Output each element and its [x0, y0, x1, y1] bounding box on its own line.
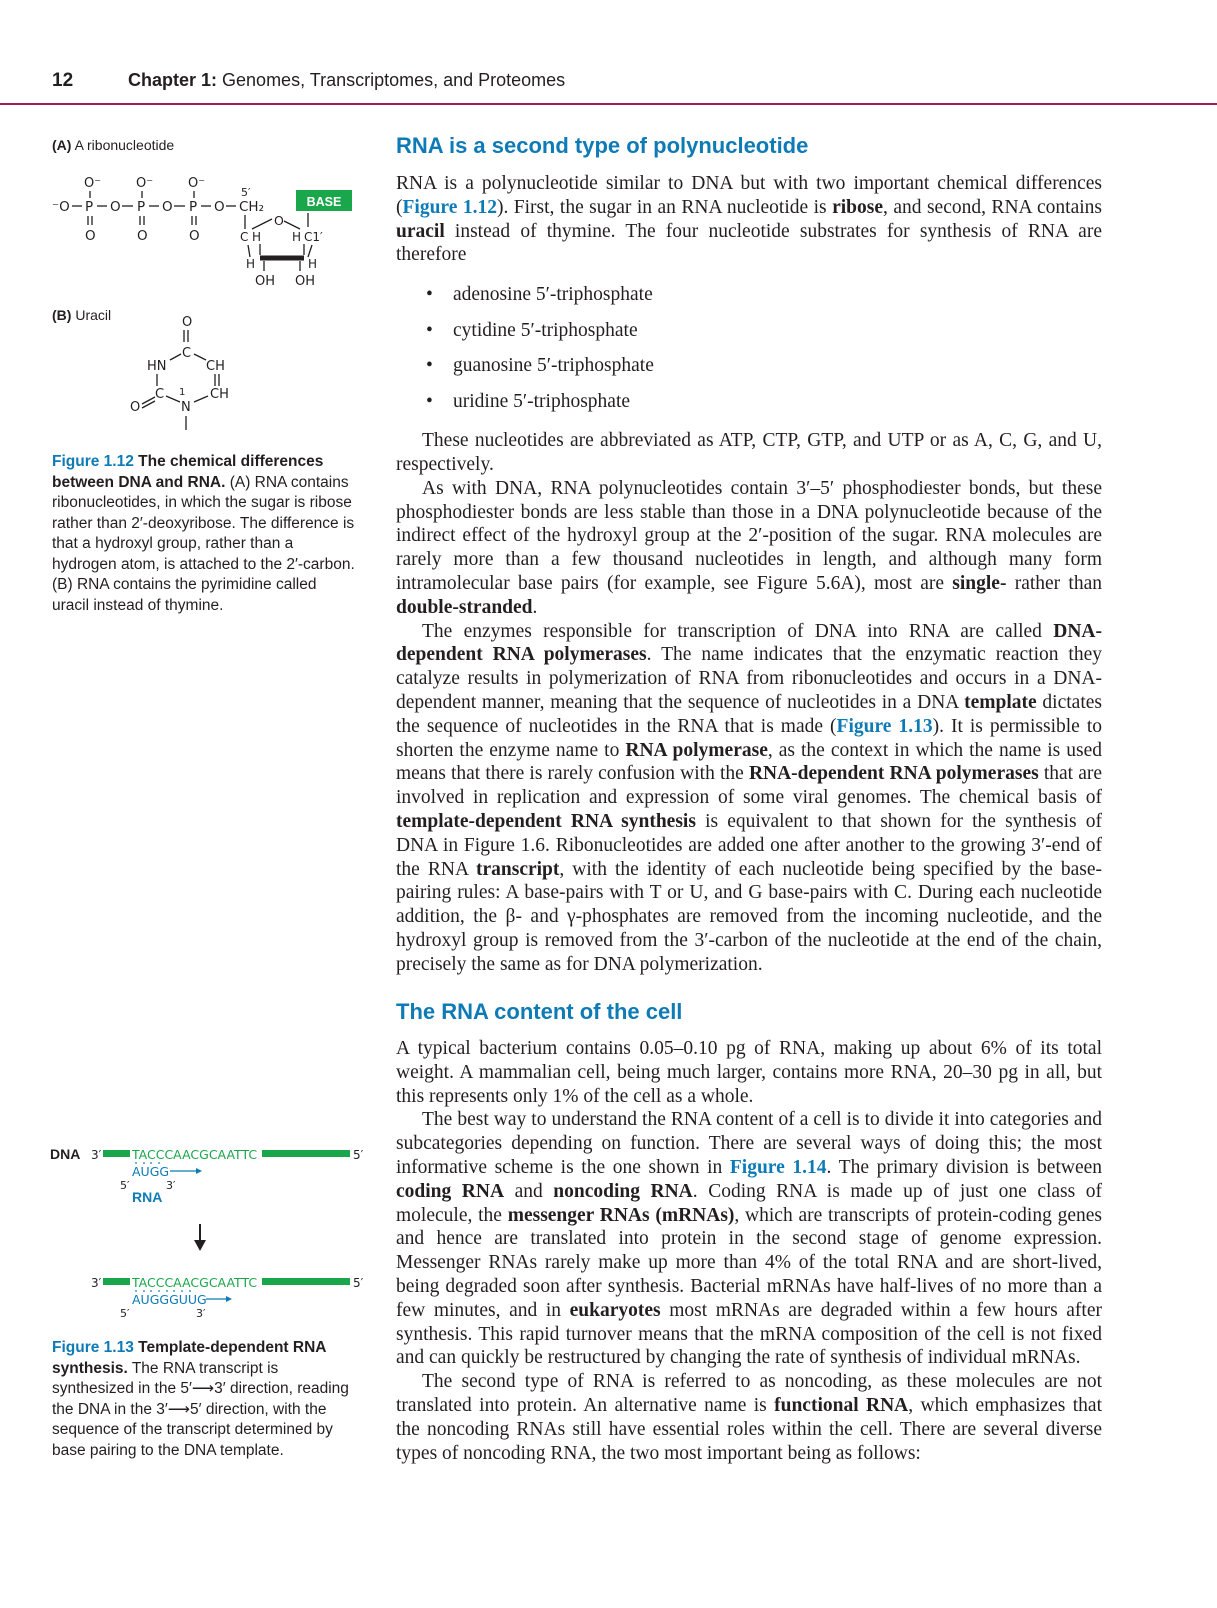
- section-rna-polynucleotide-body: [396, 172, 1102, 977]
- chapter-title: [128, 70, 565, 91]
- key-term: template-dependent RNA synthesis: [396, 810, 696, 832]
- uracil-c-top: C: [182, 346, 192, 361]
- top-rna-3prime: 3′: [166, 1179, 176, 1192]
- key-term: ribose: [832, 196, 883, 218]
- nucleotide-list: [396, 277, 1102, 419]
- top-dna-sequence: TACCCAACGCAATTC: [132, 1147, 258, 1162]
- ring-h-low-right: H: [308, 257, 318, 271]
- key-term: functional RNA: [774, 1394, 909, 1416]
- key-term: uracil: [396, 220, 445, 242]
- key-term: DNA-dependent RNA polymerases: [396, 620, 1102, 666]
- figure-1-12-text: (A) RNA contains ribonucleotides, in which the sugar is ribose rather than 2′-deoxyribose. The difference is that a hydroxyl group, rather than a hydrogen atom, is attached to the 2′-carbon. (B) RNA contains the pyrimidine called uracil instead of thymine.: [52, 473, 355, 614]
- figure-1-13-text-b: 3′ direction, reading the DNA in the 3′: [52, 1380, 349, 1418]
- uracil-one: 1: [179, 387, 186, 398]
- oh-left: OH: [255, 274, 276, 289]
- base-label: BASE: [306, 195, 342, 209]
- ring-h-left: H: [252, 230, 262, 244]
- paragraph: A typical bacterium contains 0.05–0.10 pg of RNA, making up about 6% of its total weight. A mammalian cell, being much larger, contains more RNA, 20–30 pg in all, but this represents only 1% of the cell as a whole.: [396, 1038, 1102, 1107]
- right-arrow-icon: ⟶: [191, 1380, 215, 1397]
- section-heading-rna-polynucleotide: RNA is a second type of polynucleotide: [396, 133, 809, 158]
- bottom-dna-3prime: 3′: [91, 1276, 102, 1290]
- charge-o2: O⁻: [136, 176, 154, 191]
- paragraph: As with DNA, RNA polynucleotides contain 3′–5′ phosphodiester bonds, but these phosphodiester bonds are less stable than those in a DNA polynucleotide because of the indirect effect of the hydroxyl group at the 2′-position of the sugar. RNA molecules are rarely more than a few thousand nucleotides in length, and although many form intramolecular base pairs (for example, see Figure 5.6A), most are single- rather than double-stranded.: [396, 477, 1102, 618]
- key-term: double-stranded: [396, 596, 533, 618]
- figure-1-12-number: Figure 1.12: [52, 453, 134, 470]
- oh-right: OH: [295, 274, 316, 289]
- uracil-hn: HN: [147, 359, 167, 374]
- top-dna-strand-left: [103, 1150, 130, 1157]
- key-term: RNA polymerase: [625, 739, 768, 761]
- key-term: template: [964, 691, 1037, 713]
- figure-1-13-text-a: The RNA transcript is synthesized in the 5′: [52, 1359, 279, 1397]
- down-arrow-icon: [194, 1240, 206, 1251]
- paragraph: These nucleotides are abbreviated as ATP, CTP, GTP, and UTP or as A, C, G, and U, respectively.: [396, 430, 1102, 475]
- ring-h-c1: H: [292, 230, 302, 244]
- chain-p3: P: [189, 199, 198, 215]
- chain-p1: P: [85, 199, 94, 215]
- list-item: • guanosine 5′-triphosphate: [396, 348, 1102, 384]
- chain-p2: P: [137, 199, 146, 215]
- rna-label: RNA: [132, 1189, 163, 1205]
- bottom-rna-3prime: 3′: [196, 1307, 206, 1320]
- top-dna-3prime: 3′: [91, 1148, 102, 1162]
- key-term: messenger RNAs (mRNAs): [507, 1204, 735, 1226]
- panel-b-label: (B) Uracil: [52, 307, 112, 323]
- paragraph: RNA is a polynucleotide similar to DNA but with two important chemical differences (Figure 1.12). First, the sugar in an RNA nucleotide is ribose, and second, RNA contains uracil instead of thymine. The four nucleotide substrates for synthesis of RNA are therefore: [396, 173, 1102, 266]
- uracil-c-left: C: [155, 387, 165, 402]
- bottom-o2: O: [137, 228, 148, 244]
- charge-o3: O⁻: [188, 176, 206, 191]
- figure-1-13-text-c: 5′ direction, with the sequence of the transcript determined by base pairing to the DNA template.: [52, 1400, 333, 1459]
- bottom-dna-strand-right: [262, 1278, 350, 1285]
- right-arrow-icon: ⟶: [167, 1400, 191, 1418]
- uracil-o-left: O: [130, 400, 141, 415]
- figure-1-13-number: Figure 1.13: [52, 1339, 134, 1356]
- uracil-structure: [130, 310, 270, 445]
- uracil-ch-right: CH: [206, 359, 225, 374]
- bottom-rna-5prime: 5′: [120, 1307, 130, 1320]
- ring-c-left: C: [240, 230, 249, 244]
- figure-1-12-title: The chemical differences between DNA and RNA.: [52, 453, 324, 491]
- uracil-n: N: [181, 400, 191, 415]
- figure-link[interactable]: Figure 1.14: [729, 1156, 827, 1178]
- header-rule: [0, 103, 1217, 105]
- section-heading-rna-content: The RNA content of the cell: [396, 999, 683, 1024]
- key-term: transcript: [475, 858, 560, 880]
- figure-1-13-title: Template-dependent RNA synthesis.: [52, 1339, 326, 1377]
- bottom-dna-sequence: TACCCAACGCAATTC: [132, 1275, 258, 1290]
- bottom-dna-strand-left: [103, 1278, 130, 1285]
- bottom-dna-5prime: 5′: [353, 1276, 364, 1290]
- key-term: RNA-dependent RNA polymerases: [748, 763, 1039, 785]
- list-item: • uridine 5′-triphosphate: [396, 384, 1102, 420]
- chapter-name: Genomes, Transcriptomes, and Proteomes: [222, 70, 566, 90]
- top-rna-5prime: 5′: [120, 1179, 130, 1192]
- top-rna-sequence: AUGG: [132, 1164, 170, 1179]
- figure-1-12-caption: [52, 452, 357, 616]
- list-item: • adenosine 5′-triphosphate: [396, 277, 1102, 313]
- chain-o3: O: [214, 199, 225, 215]
- ring-o: O: [274, 213, 284, 228]
- dna-label: DNA: [50, 1146, 81, 1162]
- chain-o1: O: [110, 199, 121, 215]
- charge-o1: O⁻: [84, 176, 102, 191]
- top-dna-5prime: 5′: [353, 1148, 364, 1162]
- top-dna-strand-right: [262, 1150, 350, 1157]
- section-rna-content-body: [396, 1037, 1102, 1465]
- key-term: single-: [952, 572, 1007, 594]
- chain-o-left: ⁻O: [52, 199, 70, 215]
- panel-a-label: (A) A ribonucleotide: [52, 137, 175, 153]
- chapter-label: Chapter 1:: [128, 70, 218, 90]
- chain-ch2: CH₂: [239, 199, 264, 215]
- chain-o2: O: [162, 199, 173, 215]
- key-term: coding RNA: [396, 1180, 505, 1202]
- figure-link[interactable]: Figure 1.12: [402, 196, 497, 218]
- prime-5-label: 5′: [241, 186, 251, 199]
- bottom-o1: O: [85, 228, 96, 244]
- paragraph: The enzymes responsible for transcription of DNA into RNA are called DNA-dependent RNA polymerases. The name indicates that the enzymatic reaction they catalyze results in polymerization of RNA from ribonucleotides and occurs in a DNA-dependent manner, meaning that the sequence of nucleotides in a DNA template dictates the sequence of nucleotides in the RNA that is made (Figure 1.13). It is permissible to shorten the enzyme name to RNA polymerase, as the context in which the name is used means that there is rarely confusion with the RNA-dependent RNA polymerases that are involved in replication and expression of some viral genomes. The chemical basis of template-dependent RNA synthesis is equivalent to that shown for the synthesis of DNA in Figure 1.6. Ribonucleotides are added one after another to the growing 3′-end of the RNA transcript, with the identity of each nucleotide being specified by the base-pairing rules: A base-pairs with T or U, and G base-pairs with C. During each nucleotide addition, the β- and γ-phosphates are removed from the incoming nucleotide, and the hydroxyl group is removed from the 3′-carbon of the nucleotide at the end of the chain, precisely the same as for DNA polymerization.: [396, 620, 1103, 975]
- key-term: eukaryotes: [569, 1299, 661, 1321]
- uracil-ch-low: CH: [210, 387, 229, 402]
- list-item: • cytidine 5′-triphosphate: [396, 313, 1102, 349]
- ring-h-low-left: H: [246, 257, 256, 271]
- transcription-diagram: [50, 1138, 370, 1348]
- ring-c1: C1′: [304, 230, 323, 244]
- bottom-rna-sequence: AUGGGUUG: [132, 1292, 207, 1307]
- paragraph: The best way to understand the RNA content of a cell is to divide it into categories and subcategories depending on function. There are several ways of doing this; the most informative scheme is the one shown in Figure 1.14. The primary division is between coding RNA and noncoding RNA. Coding RNA is made up of just one class of molecule, the messenger RNAs (mRNAs), which are transcripts of protein-coding genes and hence are translated into protein in the second stage of genome expression. Messenger RNAs rarely make up more than 4% of the total RNA and are short-lived, being degraded soon after synthesis. Bacterial mRNAs have half-lives of no more than a few minutes, and in eukaryotes most mRNAs are degraded within a few hours after synthesis. This rapid turnover means that the mRNA composition of the cell is not fixed and can quickly be restructured by changing the rate of synthesis of individual mRNAs.: [396, 1109, 1103, 1369]
- paragraph: The second type of RNA is referred to as noncoding, as these molecules are not translated into protein. An alternative name is functional RNA, which emphasizes that the noncoding RNAs still have essential roles within the cell. There are several diverse types of noncoding RNA, the two most important being as follows:: [396, 1371, 1103, 1464]
- page-number: 12: [52, 70, 74, 91]
- figure-link[interactable]: Figure 1.13: [836, 715, 933, 737]
- uracil-o-top: O: [182, 315, 193, 330]
- bottom-o3: O: [189, 228, 200, 244]
- figure-1-13-caption: [52, 1338, 357, 1461]
- ribonucleotide-structure: [40, 165, 370, 300]
- key-term: noncoding RNA: [553, 1180, 693, 1202]
